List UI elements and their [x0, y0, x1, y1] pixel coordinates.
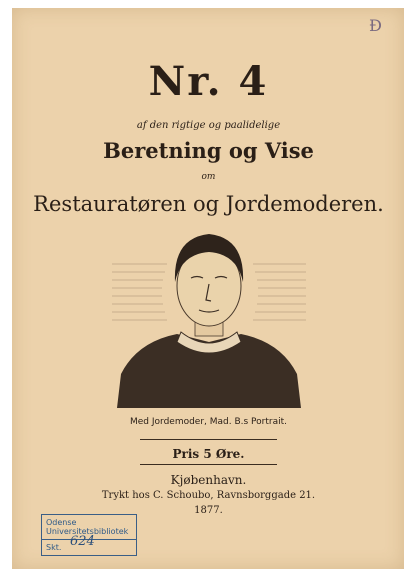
portrait-caption: Med Jordemoder, Mad. B.s Portrait. — [129, 417, 288, 427]
imprint-printer: Trykt hos C. Schoubo, Ravnsborggade 21. — [101, 490, 316, 501]
divider-bottom — [140, 464, 277, 465]
stamp-shelf-label: Skt. — [46, 543, 62, 552]
imprint-city: Kjøbenhavn. — [170, 473, 247, 487]
title-connector: om — [201, 172, 216, 182]
title-line-2: Restauratøren og Jordemoderen. — [33, 192, 384, 216]
stamp-line-2: Universitetsbibliotek — [46, 527, 129, 536]
price: Pris 5 Øre. — [172, 447, 245, 461]
corner-mark: Ð — [369, 16, 382, 35]
stamp-shelfmark — [42, 534, 136, 554]
divider-top — [140, 439, 277, 440]
stamp-shelf-number: 624 — [70, 534, 95, 549]
imprint-year: 1877. — [194, 505, 223, 516]
portrait-engraving — [107, 224, 311, 408]
title-line-1: Beretning og Vise — [103, 138, 314, 163]
subtitle: af den rigtige og paalidelige — [136, 120, 281, 131]
stamp-line-1: Odense — [46, 518, 77, 527]
library-stamp — [41, 514, 137, 556]
issue-number: Nr. 4 — [148, 58, 269, 105]
